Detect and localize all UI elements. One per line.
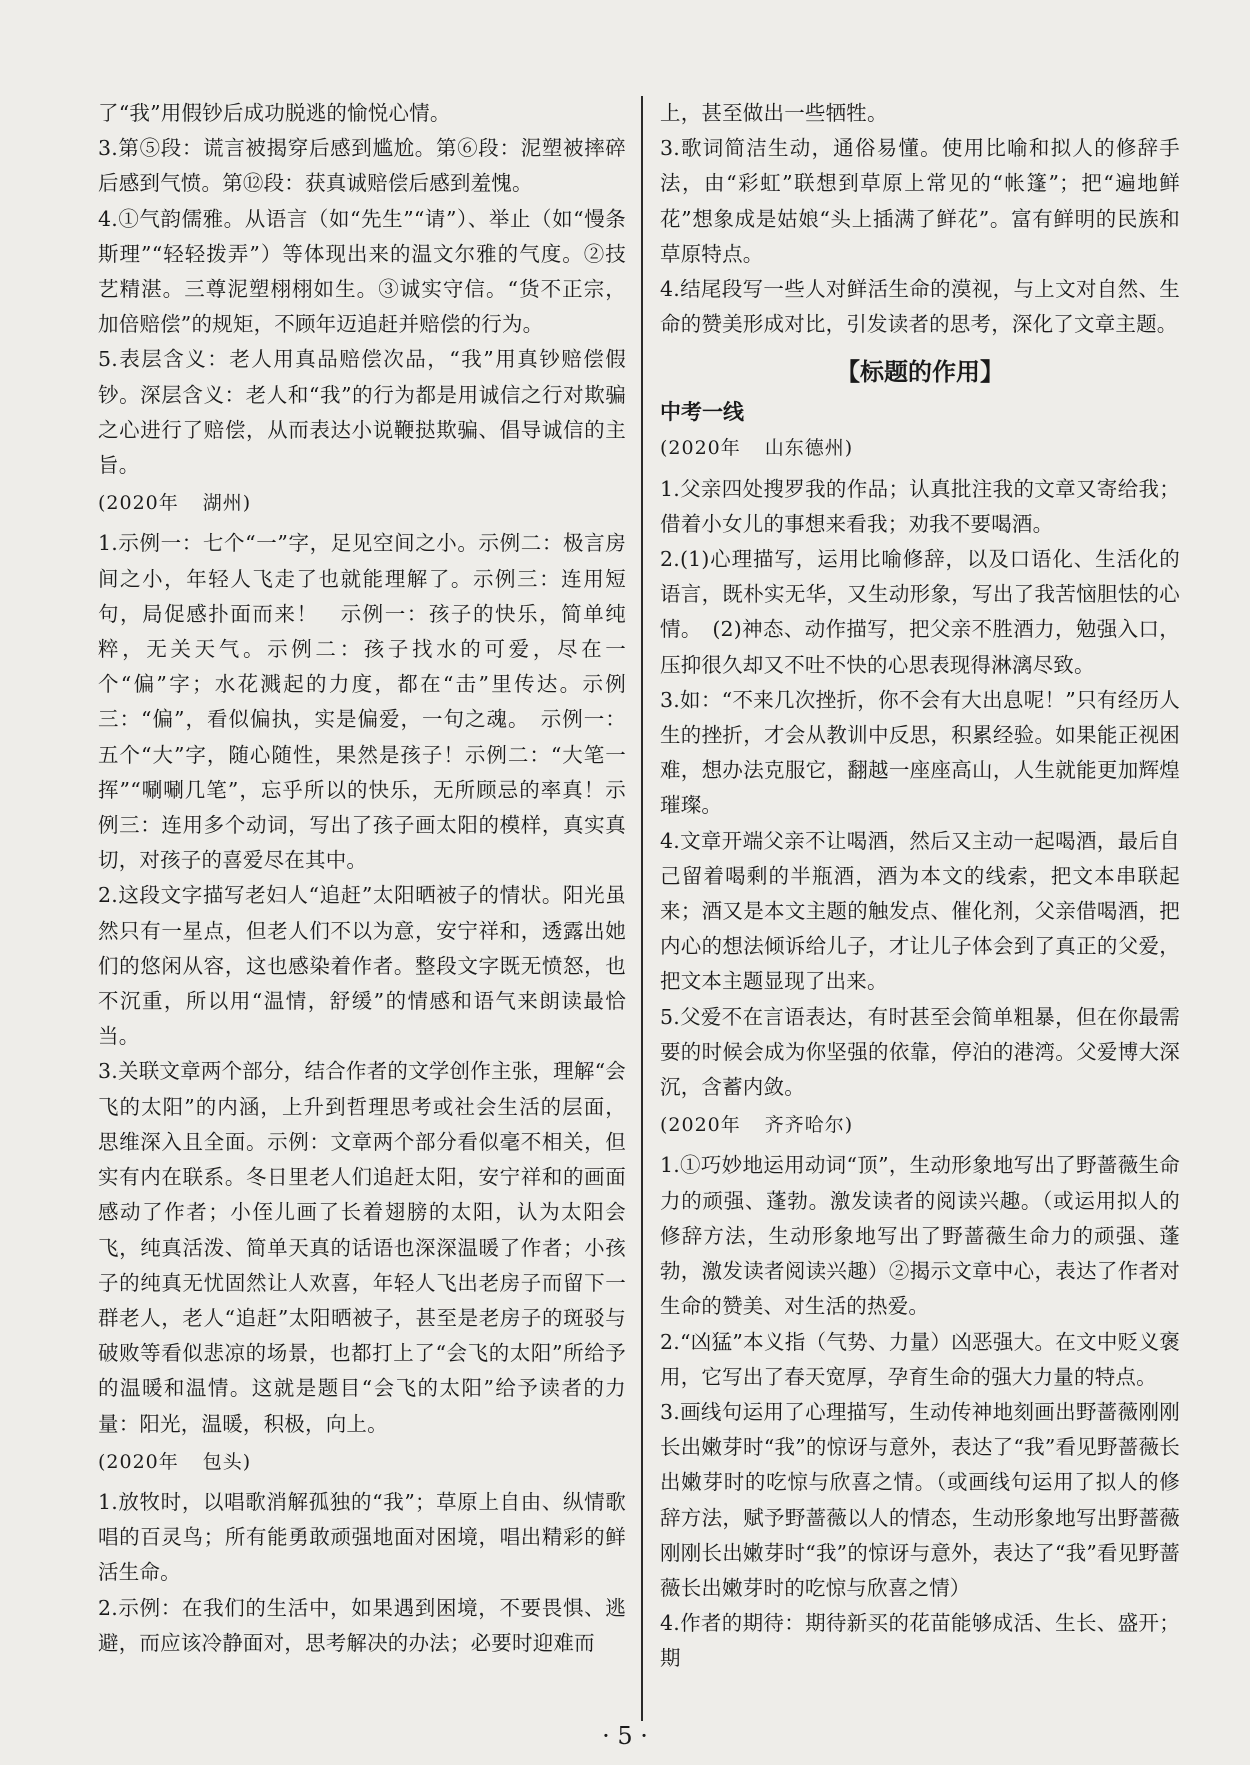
source-year: (2020年 [98,1450,179,1473]
source-label-qiqihaer [660,1108,1180,1143]
answer-paragraph: 2.这段文字描写老妇人“追赶”太阳晒被子的情状。阳光虽然只有一星点，但老人们不以为意，安宁祥和，透露出她们的悠闲从容，这也感染着作者。整段文字既无愤怒，也不沉重，所以用“温情，舒缓”的情感和语气来朗读最恰当。 [98,883,626,1049]
answer-paragraph: 4.①气韵儒雅。从语言（如“先生”“请”）、举止（如“慢条斯理”“轻轻拨弄”）等体现出来的温文尔雅的气度。②技艺精湛。三尊泥塑栩栩如生。③诚实守信。“货不正宗，加倍赔偿”的规矩，不顾年迈追赶并赔偿的行为。 [98,206,626,337]
left-column [98,96,626,1661]
answer-paragraph: 5.表层含义：老人用真品赔偿次品，“我”用真钞赔偿假钞。深层含义：老人和“我”的行为都是用诚信之行对欺骗之心进行了赔偿，从而表达小说鞭挞欺骗、倡导诚信的主旨。 [98,347,626,478]
source-year: (2020年 [98,492,179,515]
answer-paragraph: 了“我”用假钞后成功脱逃的愉悦心情。 [98,101,451,125]
answer-paragraph: 4.作者的期待：期待新买的花苗能够成活、生长、盛开；期 [660,1611,1180,1671]
answer-paragraph: 3.第⑤段：谎言被揭穿后感到尴尬。第⑥段：泥塑被摔碎后感到气愤。第⑫段：获真诚赔偿后感到羞愧。 [98,136,626,196]
subheading: 中考一线 [660,400,744,425]
source-label-baotou [98,1445,626,1480]
source-label-huzhou [98,486,626,521]
source-place: 山东德州) [764,437,854,460]
source-place: 包头) [202,1450,252,1473]
answer-paragraph: 上，甚至做出一些牺牲。 [660,101,888,125]
answer-paragraph: 2.示例：在我们的生活中，如果遇到困境，不要畏惧、逃避，而应该冷静面对，思考解决的办法；必要时迎难而 [98,1595,626,1655]
answer-paragraph: 2.(1)心理描写，运用比喻修辞，以及口语化、生活化的语言，既朴实无华，又生动形象，写出了我苦恼胆怯的心情。 (2)神态、动作描写，把父亲不胜酒力，勉强入口，压抑很久却又不吐不快的心思表现得淋漓尽致。 [660,547,1180,677]
answer-paragraph: 4.文章开端父亲不让喝酒，然后又主动一起喝酒，最后自己留着喝剩的半瓶酒，酒为本文的线索，把文本串联起来；酒又是本文主题的触发点、催化剂，父亲借喝酒，把内心的想法倾诉给儿子，才让儿子体会到了真正的父爱，把文本主题显现了出来。 [660,828,1180,994]
right-column [660,96,1180,1677]
answer-paragraph: 2.“凶猛”本义指（气势、力量）凶恶强大。在文中贬义褒用，它写出了春天宽厚，孕育生命的强大力量的特点。 [660,1329,1180,1389]
answer-paragraph: 3.歌词简洁生动，通俗易懂。使用比喻和拟人的修辞手法，由“彩虹”联想到草原上常见的“帐篷”；把“遍地鲜花”想象成是姑娘“头上插满了鲜花”。富有鲜明的民族和草原特点。 [660,136,1180,266]
source-year: (2020年 [660,1114,741,1137]
answer-paragraph: 5.父爱不在言语表达，有时甚至会简单粗暴，但在你最需要的时候会成为你坚强的依靠，停泊的港湾。父爱博大深沉，含蓄内敛。 [660,1004,1180,1100]
answer-paragraph: 3.如：“不来几次挫折，你不会有大出息呢！”只有经历人生的挫折，才会从教训中反思，积累经验。如果能正视困难，想办法克服它，翻越一座座高山，人生就能更加辉煌璀璨。 [660,687,1180,818]
answer-paragraph: 4.结尾段写一些人对鲜活生命的漠视，与上文对自然、生命的赞美形成对比，引发读者的思考，深化了文章主题。 [660,277,1180,337]
source-label-dezhou [660,431,1180,466]
answer-paragraph: 1.放牧时，以唱歌消解孤独的“我”；草原上自由、纵情歌唱的百灵鸟；所有能勇敢顽强地面对困境，唱出精彩的鲜活生命。 [98,1489,626,1585]
source-year: (2020年 [660,437,741,460]
source-place: 齐齐哈尔) [764,1114,854,1137]
answer-paragraph: 1.示例一：七个“一”字，足见空间之小。示例二：极言房间之小，年轻人飞走了也就能理解了。示例三：连用短句，局促感扑面而来！ 示例一：孩子的快乐，简单纯粹，无关天气。示例二：孩子找水的可爱，尽在一个“偏”字；水花溅起的力度，都在“击”里传达。示例三：“偏”，看似偏执，实是偏爱，一句之魂。 示例一：五个“大”字，随心随性，果然是孩子！示例二：“大笔一挥”“唰唰几笔”，忘乎所以的快乐，无所顾忌的率真！示例三：连用多个动词，写出了孩子画太阳的模样，真实真切，对孩子的喜爱尽在其中。 [98,531,626,873]
column-divider [641,96,643,1721]
answer-paragraph: 3.画线句运用了心理描写，生动传神地刻画出野蔷薇刚刚长出嫩芽时“我”的惊讶与意外，表达了“我”看见野蔷薇长出嫩芽时的吃惊与欣喜之情。（或画线句运用了拟人的修辞方法，赋予野蔷薇以人的情态，生动形象地写出野蔷薇刚刚长出嫩芽时“我”的惊讶与意外，表达了“我”看见野蔷薇长出嫩芽时的吃惊与欣喜之情） [660,1399,1180,1600]
section-title: 【标题的作用】 [836,358,1004,387]
page-number: · 5 · [602,1722,648,1750]
source-place: 湖州) [202,492,252,515]
answer-paragraph: 1.父亲四处搜罗我的作品；认真批注我的文章又寄给我；借着小女儿的事想来看我；劝我不要喝酒。 [660,476,1180,536]
answer-paragraph: 1.①巧妙地运用动词“顶”，生动形象地写出了野蔷薇生命力的顽强、蓬勃。激发读者的阅读兴趣。（或运用拟人的修辞方法，生动形象地写出了野蔷薇生命力的顽强、蓬勃，激发读者阅读兴趣）②揭示文章中心，表达了作者对生命的赞美、对生活的热爱。 [660,1153,1180,1319]
answer-paragraph: 3.关联文章两个部分，结合作者的文学创作主张，理解“会飞的太阳”的内涵，上升到哲理思考或社会生活的层面，思维深入且全面。示例：文章两个部分看似毫不相关，但实有内在联系。冬日里老人们追赶太阳，安宁祥和的画面感动了作者；小侄儿画了长着翅膀的太阳，认为太阳会飞，纯真活泼、简单天真的话语也深深温暖了作者；小孩子的纯真无忧固然让人欢喜，年轻人飞出老房子而留下一群老人，老人“追赶”太阳晒被子，甚至是老房子的斑驳与破败等看似悲凉的场景，也都打上了“会飞的太阳”所给予的温暖和温情。这就是题目“会飞的太阳”给予读者的力量：阳光，温暖，积极，向上。 [98,1059,626,1436]
